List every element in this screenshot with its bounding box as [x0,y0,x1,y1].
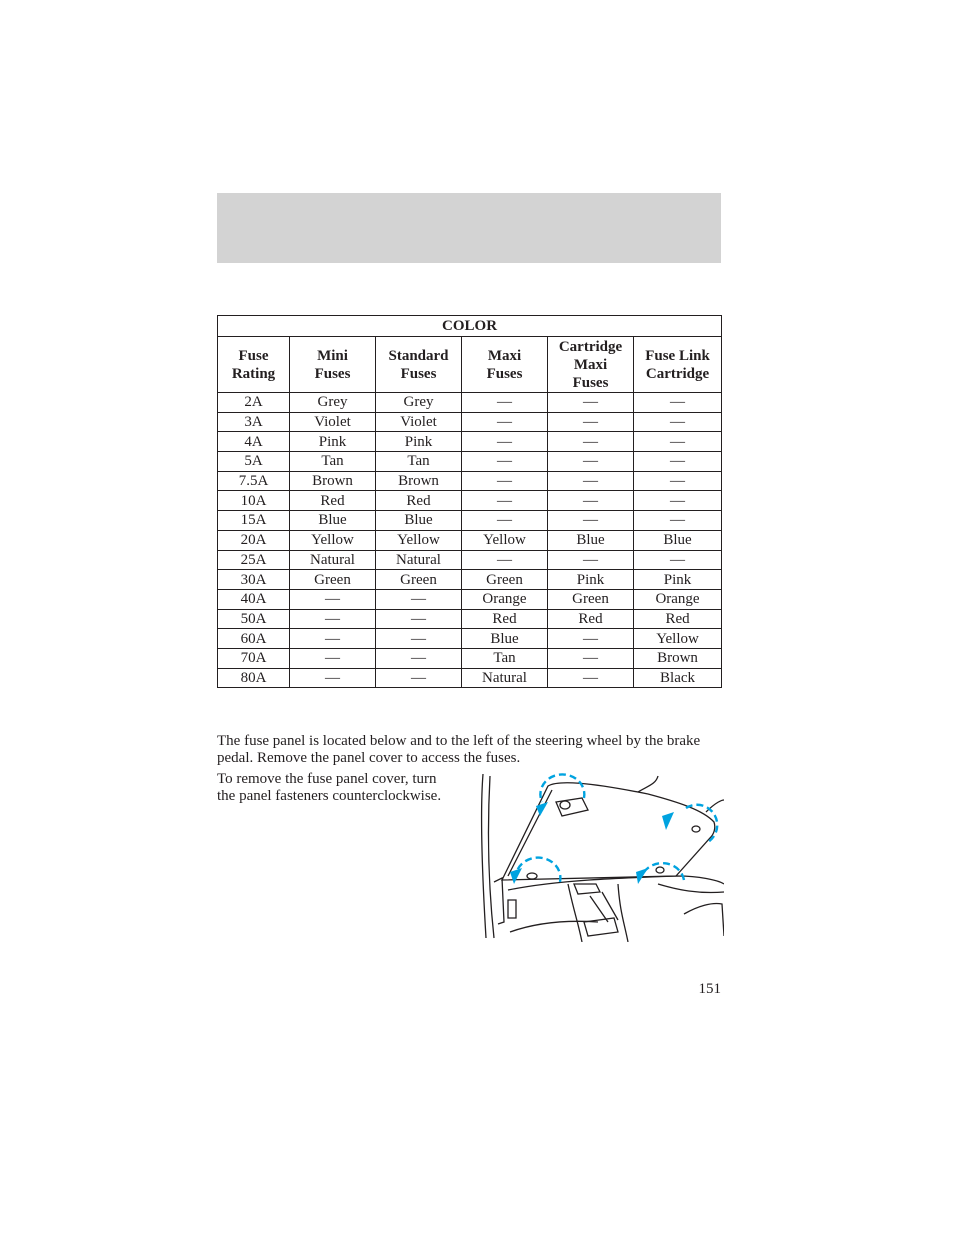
fuse-color-cell: — [548,412,634,432]
table-row [218,570,722,590]
fuse-color-cell: Yellow [376,530,462,550]
fuse-color-cell: Brown [376,471,462,491]
fuse-color-cell: — [548,452,634,472]
column-header [462,337,548,393]
fuse-rating-cell: 4A [218,432,290,452]
fuse-color-cell: — [548,432,634,452]
fuse-color-cell: — [376,668,462,688]
fuse-rating-cell: 30A [218,570,290,590]
fuse-color-cell: Yellow [462,530,548,550]
fuse-color-cell: — [548,629,634,649]
fuse-color-cell: Natural [290,550,376,570]
fuse-rating-cell: 25A [218,550,290,570]
fuse-color-cell: Orange [634,589,722,609]
fuse-color-cell: Pink [634,570,722,590]
fuse-rating-cell: 7.5A [218,471,290,491]
fuse-color-cell: Tan [376,452,462,472]
fuse-rating-cell: 10A [218,491,290,511]
fuse-color-cell: — [290,668,376,688]
fuse-rating-cell: 40A [218,589,290,609]
column-header-line: Fuse [238,347,269,364]
fuse-color-cell: — [290,609,376,629]
fuse-color-cell: Red [376,491,462,511]
fuse-color-cell: — [462,550,548,570]
fuse-color-cell: Brown [634,648,722,668]
fuse-rating-cell: 60A [218,629,290,649]
fuse-color-cell: — [548,511,634,531]
fuse-color-cell: — [290,648,376,668]
column-header-line: Rating [231,365,276,382]
dashboard-linework [482,774,724,942]
fuse-color-cell: Violet [290,412,376,432]
column-header-line: Fuses [400,365,437,382]
table-row [218,668,722,688]
column-header-line: Maxi [487,347,522,364]
fuse-color-cell: Pink [548,570,634,590]
fuse-color-cell: Blue [548,530,634,550]
page-number: 151 [698,981,721,997]
fuse-color-cell: — [634,550,722,570]
column-header-line: Maxi [573,356,608,373]
fuse-color-cell: Black [634,668,722,688]
fuse-panel-cover-illustration [478,772,724,942]
fuse-color-cell: Orange [462,589,548,609]
fuse-color-cell: Blue [290,511,376,531]
fuse-color-cell: Green [290,570,376,590]
fuse-color-cell: Red [634,609,722,629]
section-header-band [217,193,721,263]
fuse-color-cell: — [376,589,462,609]
fuse-color-cell: — [290,629,376,649]
fuse-color-cell: Red [548,609,634,629]
fuse-color-cell: Natural [462,668,548,688]
column-header [634,337,722,393]
fuse-color-cell: — [548,550,634,570]
fuse-color-cell: — [548,471,634,491]
fuse-color-cell: Tan [290,452,376,472]
fuse-color-cell: Red [290,491,376,511]
fuse-color-cell: — [376,629,462,649]
fuse-color-cell: — [462,491,548,511]
column-header-line: Standard [388,347,449,364]
fuse-color-cell: — [548,393,634,413]
fuse-color-cell: — [290,589,376,609]
table-row [218,629,722,649]
fuse-color-cell: — [548,668,634,688]
table-row [218,550,722,570]
fuse-rating-cell: 70A [218,648,290,668]
table-row [218,432,722,452]
fuse-color-cell: — [548,491,634,511]
column-header [290,337,376,393]
fuse-color-cell: — [376,648,462,668]
fuse-color-cell: — [462,471,548,491]
fuse-color-cell: — [634,511,722,531]
table-row [218,511,722,531]
table-row [218,530,722,550]
fuse-color-cell: — [376,609,462,629]
table-row [218,491,722,511]
fuse-panel-location-paragraph: The fuse panel is located below and to the left of the steering wheel by the brake pedal. Remove the panel cover to access the fuses. [217,733,701,766]
fuse-color-cell: Tan [462,648,548,668]
fuse-color-cell: Pink [376,432,462,452]
fuse-color-cell: Pink [290,432,376,452]
fuse-color-cell: Blue [376,511,462,531]
fuse-table-body [218,393,722,688]
table-row [218,471,722,491]
fuse-color-cell: Green [462,570,548,590]
color-header: COLOR [218,316,722,337]
fuse-color-cell: Yellow [290,530,376,550]
fuse-color-cell: — [548,648,634,668]
fuse-rating-cell: 15A [218,511,290,531]
fuse-color-cell: Red [462,609,548,629]
fuse-color-cell: — [462,432,548,452]
fuse-rating-cell: 50A [218,609,290,629]
fuse-color-cell: — [462,393,548,413]
table-row [218,609,722,629]
fuse-color-cell: Green [376,570,462,590]
fuse-color-cell: — [634,452,722,472]
fuse-color-cell: Natural [376,550,462,570]
fuse-rating-cell: 2A [218,393,290,413]
table-row [218,589,722,609]
column-header-row [218,337,722,393]
fuse-color-cell: Violet [376,412,462,432]
fuse-rating-cell: 80A [218,668,290,688]
table-row [218,452,722,472]
fuse-color-cell: Brown [290,471,376,491]
fuse-color-cell: — [634,412,722,432]
fuse-color-cell: Yellow [634,629,722,649]
column-header-line: Cartridge [558,338,623,355]
fuse-color-cell: Grey [290,393,376,413]
fuse-rating-cell: 3A [218,412,290,432]
column-header [548,337,634,393]
fuse-color-cell: — [462,452,548,472]
column-header-line: Mini [317,347,348,364]
fuse-color-table [217,315,722,688]
fuse-color-cell: — [634,471,722,491]
column-header-line: Fuses [314,365,351,382]
table-row [218,648,722,668]
fuse-rating-cell: 5A [218,452,290,472]
fuse-color-cell: Grey [376,393,462,413]
fuse-color-cell: — [634,432,722,452]
fuse-color-cell: Blue [462,629,548,649]
table-row [218,393,722,413]
fuse-color-cell: Blue [634,530,722,550]
column-header-line: Fuses [486,365,523,382]
column-header-line: Cartridge [645,365,710,382]
fuse-color-cell: — [462,412,548,432]
fuse-rating-cell: 20A [218,530,290,550]
column-header-line: Fuse Link [645,347,710,364]
fuse-color-cell: — [634,393,722,413]
fuse-color-cell: — [462,511,548,531]
remove-cover-paragraph: To remove the fuse panel cover, turn the panel fasteners counterclockwise. [217,771,442,804]
column-header [376,337,462,393]
fuse-color-cell: — [634,491,722,511]
column-header [218,337,290,393]
fuse-color-cell: Green [548,589,634,609]
table-row [218,412,722,432]
column-header-line: Fuses [572,374,609,391]
